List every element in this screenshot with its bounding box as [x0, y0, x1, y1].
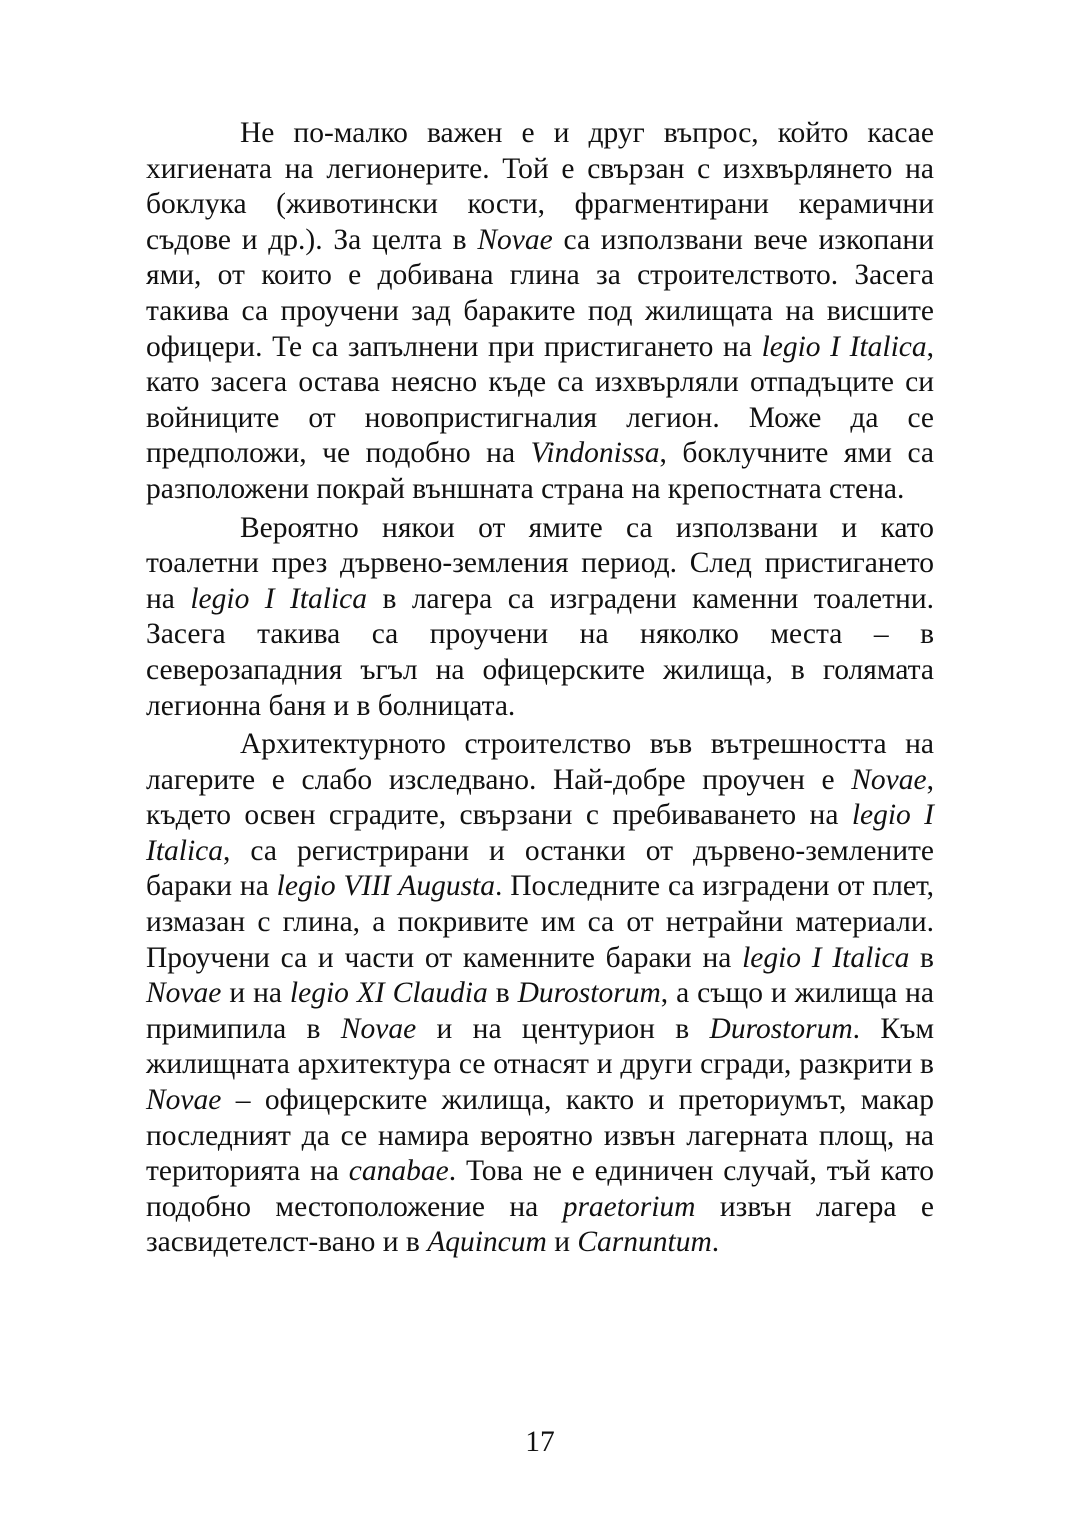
text-run: , са регистрирани и останки от дървено-землените бараки на [146, 834, 934, 903]
text-run: са използвани вече изкопани ями, от които е добивана глина за строителството. Засега такива са проучени зад бараките под жилищата на висшите офицери. Те са запълнени при пристигането на [146, 223, 934, 363]
italic-term: legio I Italica [761, 330, 927, 363]
italic-term: Durostorum [709, 1012, 853, 1045]
italic-term: Vindonissa [530, 437, 660, 470]
italic-term: legio I Italica [190, 582, 368, 615]
text-run: . [711, 1226, 720, 1259]
text-run: , а също и жилища на примипила в [146, 977, 934, 1045]
paragraph-3 [146, 727, 934, 1261]
text-run: Архитектурното строителство във вътрешността на лагерите е слабо изследвано. Най-добре проучен е [146, 728, 934, 796]
italic-term: Novae [477, 223, 553, 256]
italic-term: Aquincum [427, 1226, 547, 1259]
italic-term: Novae [146, 977, 222, 1010]
text-run: Не по-малко важен е и друг въпрос, който касае хигиената на легионерите. Той е свързан с изхвърлянето на боклука (животински кости, фрагментирани керамични съдове и др.). За целта в [146, 117, 934, 256]
text-run: . Към жилищната архитектура се отнасят и други сгради, разкрити в [146, 1012, 934, 1081]
text-run: в [487, 977, 518, 1010]
italic-term: canabae [348, 1155, 449, 1188]
italic-term: Novae [146, 1084, 222, 1117]
italic-term: Novae [851, 763, 927, 796]
text-run: . Последните са изградени от плет, измазан с глина, а покривите им са от нетрайни материали. Проучени са и части от каменните бараки на [146, 870, 935, 974]
text-run: в [909, 941, 934, 974]
text-run: , където освен сградите, свързани с пребиваването на [146, 763, 934, 832]
italic-term: legio I Italica [146, 799, 935, 867]
text-run: – офицерските жилища, както и преториумът, макар последният да се намира вероятно извън лагерната площ, на територията на [146, 1084, 934, 1188]
italic-term: Novae [340, 1012, 417, 1045]
italic-term: Durostorum [517, 977, 661, 1010]
text-run: и [546, 1226, 578, 1259]
italic-term: Carnuntum [577, 1226, 712, 1259]
page-number: 17 [525, 1426, 555, 1458]
text-run: и на [221, 977, 290, 1010]
text-run: в лагера са изградени каменни тоалетни. Засега такива са проучени на няколко места – в северозападния ъгъл на офицерските жилища, в голямата легионна баня и в болницата. [146, 582, 934, 722]
text-run: Вероятно някои от ямите са използвани и като тоалетни през дървено-земления период. След пристигането на [146, 511, 934, 615]
text-run: извън лагера е засвидетелст-вано и в [146, 1190, 934, 1259]
text-run: , като засега остава неясно къде са изхвърляли отпадъците си войниците от новопристигналия легион. Може да се предположи, че подобно на [146, 330, 934, 470]
paragraph-2 [146, 511, 934, 725]
italic-term: praetorium [562, 1190, 696, 1223]
italic-term: legio VIII Augusta [276, 870, 495, 903]
text-run: . Това не е единичен случай, тъй като подобно местоположение на [146, 1155, 935, 1223]
text-run: , боклучните ями са разположени покрай външната страна на крепостната стена. [146, 437, 935, 505]
text-run: и на центурион в [416, 1012, 710, 1045]
body-text [146, 116, 934, 1264]
paragraph-1 [146, 116, 934, 508]
italic-term: legio I Italica [742, 941, 910, 974]
italic-term: legio XI Claudia [289, 977, 488, 1010]
